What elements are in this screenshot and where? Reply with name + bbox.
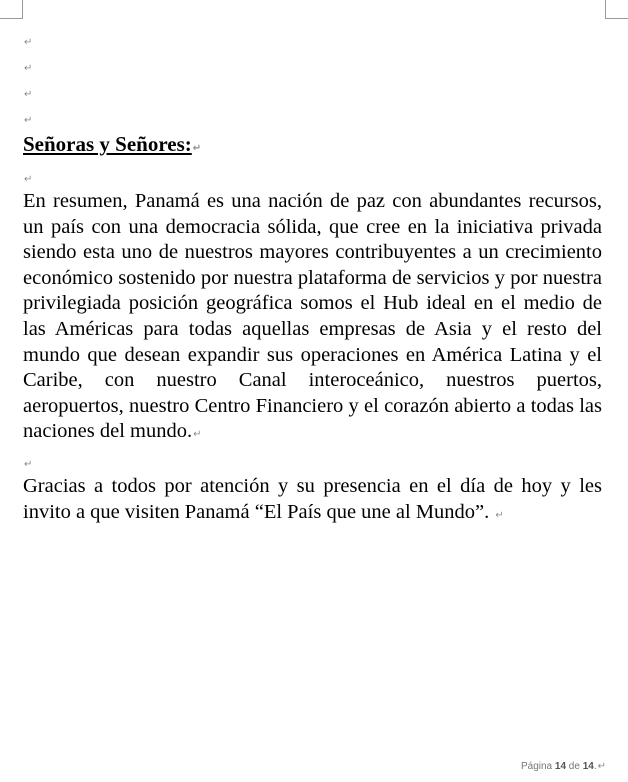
paragraph-mark-icon: ↵ (24, 89, 33, 100)
summary-paragraph (23, 189, 602, 448)
paragraph-mark-icon: ↵ (24, 63, 33, 74)
paragraph-mark-icon: ↵ (192, 143, 202, 154)
paragraph-mark-icon: ↵ (24, 174, 33, 185)
page-word: Página (520, 761, 553, 772)
page-number-footer: Página 14 de 14.↵ (520, 761, 606, 772)
closing-text: Gracias a todos por atención y su presencia en el día de hoy y les invito a que visiten Panamá “El País que une al Mundo”. (23, 474, 602, 523)
paragraph-mark-icon: ↵ (24, 458, 33, 470)
crop-mark-top-right (605, 0, 628, 19)
current-page: 14 (554, 761, 567, 772)
empty-paragraph (23, 104, 602, 130)
paragraph-mark-icon: ↵ (495, 509, 504, 521)
salutation-text: Señoras y Señores: (23, 132, 192, 156)
crop-mark-top-left (0, 0, 23, 19)
empty-paragraph (23, 26, 602, 52)
empty-paragraph (23, 52, 602, 78)
summary-text: En resumen, Panamá es una nación de paz con abundantes recursos, un país con una democracia sólida, que cree en la iniciativa privada siendo esta uno de nuestros mayores contribuyentes a un crecimiento económico sostenido por nuestra plataforma de servicios y por nuestra privilegiada posición geográfica somos el Hub ideal en el medio de las Américas para todas aquellas empresas de Asia y el resto del mundo que desean expandir sus operaciones en América Latina y el Caribe, con nuestro Canal interoceánico, nuestros puertos, aeropuertos, nuestro Centro Financiero y el corazón abierto a todas las naciones del mundo. (23, 190, 602, 443)
empty-paragraph (23, 78, 602, 104)
document-body (23, 26, 602, 528)
empty-paragraph (23, 163, 602, 189)
salutation-heading (23, 130, 602, 163)
paragraph-mark-icon: ↵ (193, 429, 202, 441)
paragraph-mark-icon: ↵ (24, 115, 33, 126)
paragraph-mark-icon: ↵ (24, 37, 33, 48)
of-word: de (568, 761, 580, 772)
closing-paragraph (23, 474, 602, 528)
empty-paragraph (23, 448, 602, 474)
paragraph-mark-icon: ↵ (597, 761, 606, 772)
total-pages: 14 (582, 761, 594, 772)
